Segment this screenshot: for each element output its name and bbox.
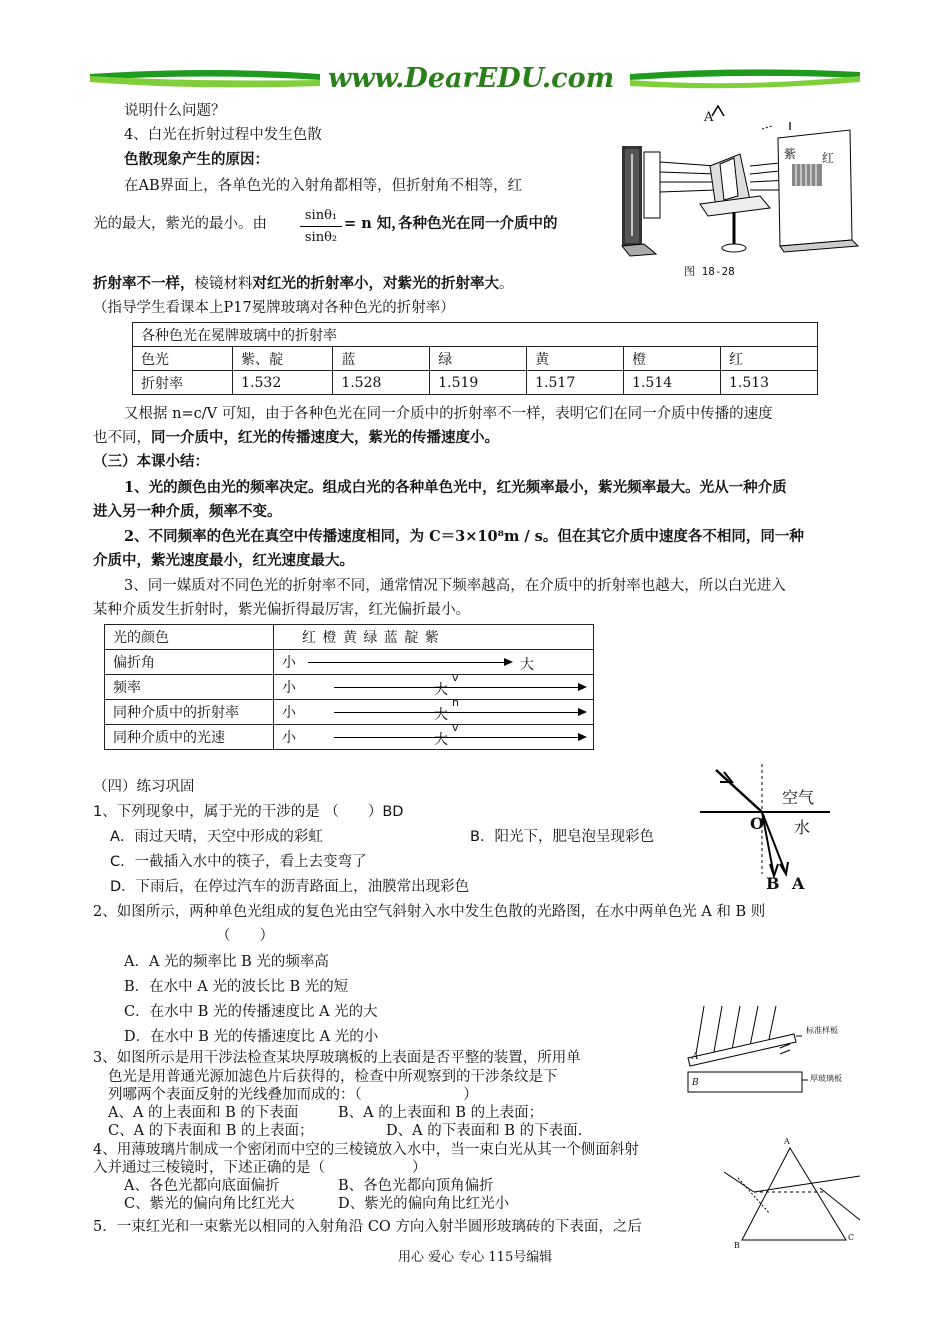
interference-figure xyxy=(684,1000,854,1096)
prism-label-a: A xyxy=(704,110,714,125)
table-cell: 1.528 xyxy=(333,371,430,395)
prism-label-purple: 紫 xyxy=(784,147,797,161)
q2-option-d: D．在水中 B 光的传播速度比 A 光的小 xyxy=(124,1029,379,1045)
big-label: 大 xyxy=(434,682,448,698)
big-label: 大 xyxy=(434,707,448,723)
prism-water-diagram xyxy=(724,1140,860,1250)
summary-1a: 1、光的颜色由光的频率决定。组成白光的各种单色光中，红光频率最小，紫光频率最大。光从一种介质 xyxy=(124,479,787,496)
table-cell: 1.514 xyxy=(624,371,721,395)
q3-option-a: A、A 的上表面和 B 的下表面 xyxy=(108,1105,299,1121)
label-water: 水 xyxy=(794,818,811,837)
prism-caption: 图 18-28 xyxy=(684,265,735,278)
prism-water-figure xyxy=(724,1137,860,1250)
prism-diagram xyxy=(600,104,860,280)
prism-figure xyxy=(600,104,860,280)
prism-label-red: 红 xyxy=(822,151,835,165)
fraction-denominator: sinθ₂ xyxy=(304,230,338,245)
q1-option-c: C．一截插入水中的筷子，看上去变弯了 xyxy=(110,854,367,870)
cause-p2c: 各种色光在同一介质中的 xyxy=(398,215,558,232)
arrow-line xyxy=(334,737,580,738)
cause-title: 色散现象产生的原因： xyxy=(124,151,269,168)
q4-option-a: A、各色光都向底面偏折 xyxy=(124,1178,280,1194)
header-banner xyxy=(90,60,860,96)
arrow-head xyxy=(578,683,587,691)
question-3-line2: 色光是用普通光源加滤色片后获得的，检查中所观察到的干涉条纹是下 xyxy=(108,1069,558,1085)
table-row xyxy=(133,347,818,371)
para1-l2b: 同一介质中，红光的传播速度大，紫光的传播速度小。 xyxy=(151,429,499,446)
cause-p1: 在AB界面上，各单色光的入射角都相等，但折射角不相等，红 xyxy=(124,178,523,194)
table-cell: 同种介质中的光速 xyxy=(105,725,274,750)
cause-p3d: 。 xyxy=(499,276,514,292)
cause-p3a: 折射率不一样， xyxy=(93,275,195,292)
table-cell: 1.513 xyxy=(721,371,818,395)
table-cell xyxy=(274,671,594,700)
table-cell: 色光 xyxy=(133,347,233,371)
question-2-paren: （ ） xyxy=(216,928,274,944)
cause-p2a: 光的最大，紫光的最小。由 xyxy=(93,216,267,232)
refraction-figure xyxy=(700,764,850,894)
q3-option-c: C、A 的下表面和 B 的上表面； xyxy=(108,1123,314,1139)
q1-option-d: D．下雨后，在停过汽车的沥青路面上，油膜常出现彩色 xyxy=(110,879,470,895)
arrow-head xyxy=(504,658,513,666)
table-row xyxy=(105,700,594,725)
light-properties-table xyxy=(104,624,594,750)
label-air: 空气 xyxy=(782,788,815,807)
arrow-head xyxy=(578,708,587,716)
prism-vertex-a: A xyxy=(784,1137,790,1146)
table-cell: 折射率 xyxy=(133,371,233,395)
big-label: 大 xyxy=(434,732,448,748)
guide-text: （指导学生看课本上P17冕牌玻璃对各种色光的折射率） xyxy=(93,300,455,316)
question-5: 5．一束红光和一束紫光以相同的入射角沿 CO 方向入射半圆形玻璃砖的下表面，之后 xyxy=(93,1219,642,1235)
table-cell: 紫、靛 xyxy=(233,347,333,371)
summary-3b: 某种介质发生折射时，紫光偏折得最厉害，红光偏折最小。 xyxy=(93,602,470,618)
table-row xyxy=(105,625,594,650)
fraction-numerator: sinθ₁ xyxy=(300,206,342,227)
cause-p3 xyxy=(93,274,514,294)
small-label: 小 xyxy=(282,680,296,696)
table-cell: 橙 xyxy=(624,347,721,371)
table-cell: 红 xyxy=(721,347,818,371)
label-standard-plate: 标准样板 xyxy=(806,1026,838,1035)
prism-vertex-c: C xyxy=(848,1233,855,1242)
label-o: O xyxy=(750,814,764,833)
symbol-label: v xyxy=(452,671,459,684)
summary-title: （三）本课小结： xyxy=(93,453,209,470)
summary-1b: 进入另一种介质，频率不变。 xyxy=(93,503,282,520)
q4-option-c: C、紫光的偏向角比红光大 xyxy=(124,1196,295,1212)
practice-title: （四）练习巩固 xyxy=(93,779,195,795)
table-cell xyxy=(274,650,594,675)
question-1: 1、下列现象中，属于光的干涉的是 （ ）BD xyxy=(93,804,404,820)
small-label: 小 xyxy=(282,730,296,746)
section-4-title: 4、白光在折射过程中发生色散 xyxy=(124,127,322,143)
question-4-line2: 入并通过三棱镜时，下述正确的是（ ） xyxy=(93,1160,427,1176)
label-b: B xyxy=(766,874,780,893)
q3-option-b: B、A 的上表面和 B 的上表面； xyxy=(338,1105,544,1121)
label-a: A xyxy=(792,874,805,893)
table-cell: 同种介质中的折射率 xyxy=(105,700,274,725)
cause-p2b: = n 知， xyxy=(344,215,406,232)
arrow-line xyxy=(334,712,580,713)
table-cell xyxy=(274,696,594,725)
cause-p3b: 棱镜材料 xyxy=(194,276,253,292)
para1-line1: 又根据 n=c/V 可知，由于各种色光在同一介质中的折射率不一样，表明它们在同一介质中传播的速度 xyxy=(124,406,773,422)
q1-option-a: A．雨过天晴，天空中形成的彩虹 xyxy=(110,829,323,845)
table-title: 各种色光在冕牌玻璃中的折射率 xyxy=(133,323,818,347)
table-cell: 1.519 xyxy=(430,371,527,395)
cause-p3c: 对红光的折射率小，对紫光的折射率大 xyxy=(252,275,499,292)
q2-option-a: A．A 光的频率比 B 光的频率高 xyxy=(124,954,329,970)
symbol-label: n xyxy=(452,696,459,709)
table-cell xyxy=(274,721,594,750)
label-plate-a: A xyxy=(692,1052,699,1062)
table-cell: 蓝 xyxy=(333,347,430,371)
small-label: 小 xyxy=(282,655,296,671)
para1-line2 xyxy=(93,428,499,448)
table-row xyxy=(105,650,594,675)
table-cell: 红 橙 黄 绿 蓝 靛 紫 xyxy=(274,625,594,650)
small-label: 小 xyxy=(282,705,296,721)
q2-option-b: B．在水中 A 光的波长比 B 光的短 xyxy=(124,979,349,995)
table-cell: 偏折角 xyxy=(105,650,274,675)
table-cell: 黄 xyxy=(527,347,624,371)
summary-2a: 2、不同频率的色光在真空中传播速度相同，为 C＝3×10⁸m / s。但在其它介质中速度各不相同，同一种 xyxy=(124,528,804,545)
symbol-label: v xyxy=(452,721,459,734)
q4-option-b: B、各色光都向顶角偏折 xyxy=(338,1178,494,1194)
table-cell: 频率 xyxy=(105,675,274,700)
table-row xyxy=(105,675,594,700)
summary-2b: 介质中，紫光速度最小，红光速度最大。 xyxy=(93,552,354,569)
summary-3a: 3、同一媒质对不同色光的折射率不同，通常情况下频率越高，在介质中的折射率也越大，所以白光进入 xyxy=(124,578,786,594)
table-cell: 绿 xyxy=(430,347,527,371)
intro-line1: 说明什么问题？ xyxy=(124,103,226,119)
para1-l2a: 也不同， xyxy=(93,430,151,446)
footer-text: 用心 爱心 专心 115号编辑 xyxy=(398,1250,553,1265)
label-thick-plate: 厚玻璃板 xyxy=(810,1074,842,1083)
table-row xyxy=(133,323,818,347)
question-3-line3: 列哪两个表面反射的光线叠加而成的：（ ） xyxy=(108,1087,478,1103)
table-row xyxy=(105,725,594,750)
sin-fraction xyxy=(300,206,342,254)
arrow-head xyxy=(578,733,587,741)
arrow-line xyxy=(334,687,580,688)
big-label: 大 xyxy=(520,657,534,673)
table-cell: 光的颜色 xyxy=(105,625,274,650)
site-logo[interactable]: www.DearEDU.com xyxy=(328,63,615,94)
question-4-line1: 4、用薄玻璃片制成一个密闭而中空的三棱镜放入水中，当一束白光从其一个侧面斜射 xyxy=(93,1142,639,1158)
q2-option-c: C．在水中 B 光的传播速度比 A 光的大 xyxy=(124,1004,378,1020)
refraction-table xyxy=(132,322,818,395)
q4-option-d: D、紫光的偏向角比红光小 xyxy=(338,1196,510,1212)
prism-vertex-b: B xyxy=(734,1241,740,1250)
table-cell: 1.532 xyxy=(233,371,333,395)
label-plate-b: B xyxy=(692,1078,699,1088)
table-cell: 1.517 xyxy=(527,371,624,395)
question-3-line1: 3、如图所示是用干涉法检查某块厚玻璃板的上表面是否平整的装置，所用单 xyxy=(93,1050,581,1066)
question-2: 2、如图所示，两种单色光组成的复色光由空气斜射入水中发生色散的光路图，在水中两单色光 A 和 B 则 xyxy=(93,904,766,920)
table-row xyxy=(133,371,818,395)
q3-option-d: D、A 的下表面和 B 的下表面. xyxy=(386,1123,583,1139)
q1-option-b: B．阳光下，肥皂泡呈现彩色 xyxy=(470,829,654,845)
arrow-line xyxy=(308,662,506,663)
